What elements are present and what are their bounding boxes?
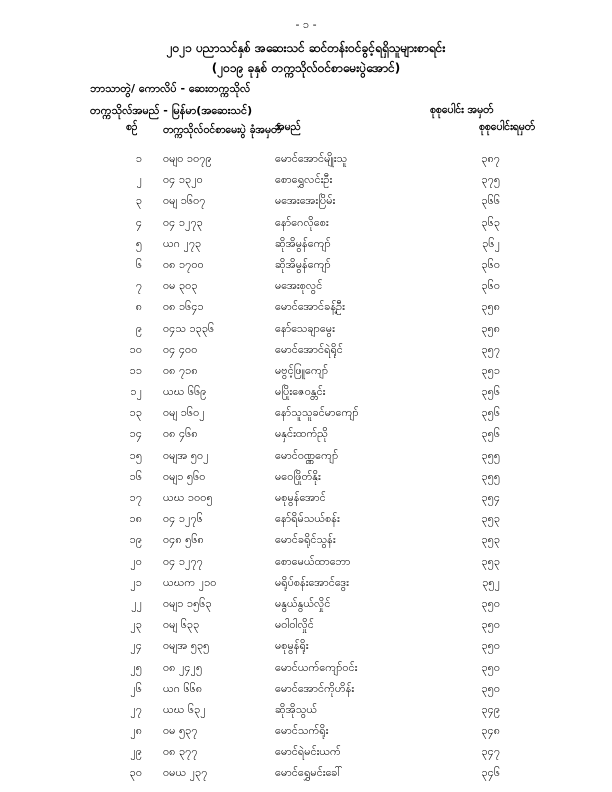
student-name: မောင်ရဲမင်းယက် — [275, 745, 341, 759]
roll-number: ဝမယ ၂၃၇ — [163, 766, 208, 780]
table-row — [0, 427, 612, 448]
serial-number: ၁၁ — [129, 363, 142, 377]
roll-number: ဝ၄ ၁၂၇၃ — [163, 215, 203, 229]
student-name: မောင်အောင်ရဲရိုင် — [275, 342, 343, 356]
total-marks: ၃၅၈ — [481, 321, 500, 335]
serial-number: ၁၉ — [129, 533, 142, 547]
roll-number: ဝ၈ ၁၇၀၀ — [163, 257, 204, 271]
serial-number: ၁၄ — [129, 427, 142, 441]
roll-number: ယဂ ၆၆၈ — [163, 681, 203, 695]
student-name: မစုမွန်အောင် — [275, 491, 326, 504]
table-row — [0, 533, 612, 554]
document-title: ၂၀၂၁ ပညာသင်နှစ် အဆေးသင် ဆင်တန်းဝင်ခွင့်ရရှိသူများစာရင်း — [166, 41, 446, 55]
serial-number: ၂၀ — [130, 554, 142, 568]
table-row — [0, 470, 612, 491]
table-row — [0, 766, 612, 787]
serial-number: ၁၈ — [129, 512, 142, 526]
student-name: မောင်ဝဏ္ဏကျော် — [275, 448, 339, 462]
table-row — [0, 449, 612, 470]
total-marks: ၃၅၆ — [481, 427, 500, 441]
student-name: မစုမွန်ရိုး — [275, 639, 309, 653]
results-table — [0, 152, 612, 788]
roll-number: ဝ၄၈ ၅၆၈ — [163, 533, 204, 547]
table-row — [0, 173, 612, 194]
roll-number: ဝ၈ ၂၄၂၅ — [163, 660, 203, 674]
total-marks: ၃၅၆ — [481, 406, 500, 420]
student-name: စောမေယ်ထာဘော — [275, 554, 351, 568]
subject-line: ဘာသာတွဲ/ ကောလိပ် - ဆေးတက္ကသိုလ် — [90, 82, 251, 95]
serial-number: ၇ — [135, 279, 142, 293]
roll-number: ယဃ ၁၀၀၅ — [163, 491, 213, 504]
total-marks: ၃၄၆ — [481, 766, 500, 780]
total-marks: ၃၆၆ — [481, 194, 500, 208]
student-name: နော်ရိမ်သယ်စန်း — [275, 512, 340, 526]
table-row — [0, 682, 612, 703]
institute-line: တက္ကသိုလ်အမည် - မြန်မာ(အဆေးသင်) — [90, 104, 253, 117]
roll-number: ဝ၄ ၄၀၀ — [163, 342, 198, 356]
serial-number: ၉ — [135, 321, 142, 335]
roll-number: ဝ၈ ၃၇၇ — [163, 745, 198, 759]
student-name: မောင်ခရိုင်သွန်း — [275, 533, 336, 547]
serial-number: ၄ — [135, 215, 142, 229]
roll-number: ဝမျ၁ ၅၆၀ — [163, 469, 206, 483]
total-marks: ၃၈၇ — [481, 152, 500, 165]
student-name: မောင်သက်ရိုး — [275, 724, 329, 738]
table-row — [0, 491, 612, 512]
student-name: မအေးစုလွင် — [275, 279, 323, 293]
table-row — [0, 237, 612, 258]
table-row — [0, 343, 612, 364]
roll-number: ဝမျ၁ ၁၅၆၃ — [163, 596, 212, 610]
roll-number: ဝမျအ ၅၃၅ — [163, 639, 210, 653]
document-subtitle: (၂၀၁၉ ခုနှစ် တက္ကသိုလ်ဝင်စာမေးပွဲအောင်) — [211, 61, 401, 75]
roll-number: ဝ၄ ၁၂၇၆ — [163, 512, 203, 526]
student-name: မနှင်းထက်ညို — [275, 427, 328, 441]
roll-number: ဝ၄ ၁၂၇၇ — [163, 554, 203, 568]
total-marks: ၃၅၀ — [481, 639, 500, 653]
serial-number: ၂၆ — [130, 681, 142, 695]
student-name: နော်ဂေလိုစေး — [275, 215, 329, 229]
roll-number: ဝ၄သ ၁၃၃၆ — [163, 321, 215, 335]
total-marks: ၃၆၀ — [481, 257, 500, 271]
table-row — [0, 322, 612, 343]
header-roll-number: တက္ကသိုလ်ဝင်စာမေးပွဲ ခုံအမှတ် — [163, 124, 282, 136]
total-marks: ၃၇၅ — [481, 173, 500, 187]
total-marks: ၃၅၀ — [481, 596, 500, 610]
student-name: မောင်ရွှေမင်းခေါ် — [275, 766, 343, 780]
total-marks: ၃၅၅ — [481, 469, 500, 483]
student-name: စောရွှေလင်းဦး — [275, 173, 333, 187]
roll-number: ဝ၄ ၁၃၂၀ — [163, 173, 203, 187]
student-name: မအေးအေးပြိမ်း — [275, 194, 336, 208]
roll-number: ဝမျ ၁၆၀၂ — [163, 406, 205, 420]
student-name: မောင်ယက်ကျော်ဝင်း — [275, 660, 358, 674]
total-marks: ၃၅၃ — [481, 533, 500, 547]
serial-number: ၁၃ — [129, 406, 142, 420]
student-name: နော်သူသူခင်မာကျော် — [275, 406, 359, 420]
table-row — [0, 597, 612, 618]
table-row — [0, 385, 612, 406]
roll-number: ဝမ ၅၃၇ — [163, 724, 198, 738]
table-row — [0, 661, 612, 682]
serial-number: ၃၀ — [129, 766, 142, 780]
serial-number: ၂၄ — [130, 639, 142, 653]
student-name: ဆိုအိမွန်ကျော် — [275, 236, 331, 250]
header-total-marks: စုစုပေါင်းရမှတ် — [478, 121, 535, 133]
total-marks: ၃၅၂ — [482, 575, 500, 589]
student-name: မနွယ်နွယ်လှိုင် — [275, 596, 331, 610]
roll-number: ဝ၈ ၇၁၈ — [163, 363, 198, 377]
student-name: မဗွင့်ဖြူကျော် — [275, 363, 328, 377]
serial-number: ၁၅ — [129, 448, 142, 462]
serial-number: ၃ — [135, 194, 142, 208]
roll-number: ဝမ ၃၀၃ — [163, 279, 198, 293]
header-serial: စဉ် — [126, 121, 138, 133]
serial-number: ၂၅ — [130, 660, 142, 674]
header-name: အမည် — [275, 121, 301, 133]
total-marks: ၃၆၀ — [481, 279, 500, 293]
table-row — [0, 745, 612, 766]
student-name: မရိုပ်စန်းအောင်ဒွေး — [275, 575, 349, 589]
total-marks: ၃၅၀ — [481, 660, 500, 674]
table-row — [0, 639, 612, 660]
student-name: မဝေဖြိုတ်နိုး — [275, 469, 321, 483]
student-name: မောင်အောင်ကိုဟိန်း — [275, 681, 355, 695]
total-marks: ၃၅၈ — [481, 300, 500, 314]
table-row — [0, 258, 612, 279]
table-row — [0, 216, 612, 237]
serial-number: ၂ — [136, 173, 142, 187]
table-row — [0, 152, 612, 173]
student-name: နော်သေချာမွေး — [275, 321, 335, 335]
student-name: ဆိုအိမွန်ကျော် — [275, 257, 331, 271]
student-name: မဝါဝါလှိုင် — [275, 618, 314, 632]
header-exam-label: စုစုပေါင်း အမှတ် — [430, 104, 494, 116]
student-name: မောင်အောင်ခန့်ဦး — [275, 300, 345, 314]
serial-number: ၂၃ — [130, 618, 142, 632]
total-marks: ၃၅၀ — [481, 681, 500, 695]
total-marks: ၃၆၃ — [481, 215, 500, 229]
student-name: မောင်အောင်မျိုးသူ — [275, 152, 348, 165]
serial-number: ၂၁ — [130, 575, 142, 589]
roll-number: ဝ၈ ၁၆၄၁ — [163, 300, 204, 314]
roll-number: ယဃ ၆၃၂ — [163, 702, 206, 716]
total-marks: ၃၅၇ — [481, 342, 500, 356]
page-number: - ၁ - — [295, 18, 317, 31]
serial-number: ၁၀ — [129, 342, 142, 356]
table-row — [0, 364, 612, 385]
roll-number: ဝမျ ၆၃၃ — [163, 618, 200, 632]
serial-number: ၆ — [135, 257, 142, 271]
table-row — [0, 724, 612, 745]
table-row — [0, 512, 612, 533]
table-row — [0, 279, 612, 300]
student-name: မပြိုးဇေဝန္တင်း — [275, 385, 326, 399]
roll-number: ဝမျအ ၅၀၂ — [163, 448, 209, 462]
serial-number: ၂၉ — [130, 745, 142, 759]
total-marks: ၃၅၃ — [481, 512, 500, 526]
roll-number: ဝမျ၀ ၁၀၇၉ — [163, 152, 212, 165]
serial-number: ၂၈ — [130, 724, 142, 738]
total-marks: ၃၅၆ — [481, 385, 500, 399]
table-row — [0, 703, 612, 724]
serial-number: ၈ — [135, 300, 142, 314]
student-name: ဆိုအိုသွယ် — [275, 702, 318, 716]
total-marks: ၃၅၁ — [481, 363, 500, 377]
serial-number: ၁၇ — [129, 491, 142, 504]
roll-number: ဝမျ ၁၆၀၇ — [163, 194, 206, 208]
total-marks: ၃၅၀ — [481, 618, 500, 632]
roll-number: ယဃ ၆၆၉ — [163, 385, 207, 399]
roll-number: ယဂ ၂၇၃ — [163, 236, 202, 250]
serial-number: ၂၇ — [130, 702, 142, 716]
serial-number: ၂၂ — [131, 596, 142, 610]
table-row — [0, 555, 612, 576]
table-row — [0, 406, 612, 427]
roll-number: ယဃက ၂၁၀ — [163, 575, 217, 589]
total-marks: ၃၆၂ — [482, 236, 500, 250]
table-row — [0, 618, 612, 639]
serial-number: ၁၂ — [130, 385, 142, 399]
total-marks: ၃၅၃ — [481, 554, 500, 568]
serial-number: ၅ — [135, 236, 142, 250]
total-marks: ၃၄၈ — [481, 724, 500, 738]
serial-number: ၁ — [135, 152, 142, 165]
table-row — [0, 576, 612, 597]
table-row — [0, 194, 612, 215]
serial-number: ၁၆ — [129, 469, 142, 483]
total-marks: ၃၅၄ — [481, 491, 500, 504]
roll-number: ဝ၈ ၄၆၈ — [163, 427, 198, 441]
table-row — [0, 300, 612, 321]
total-marks: ၃၅၅ — [481, 448, 500, 462]
total-marks: ၃၄၉ — [481, 702, 500, 716]
total-marks: ၃၄၇ — [481, 745, 500, 759]
